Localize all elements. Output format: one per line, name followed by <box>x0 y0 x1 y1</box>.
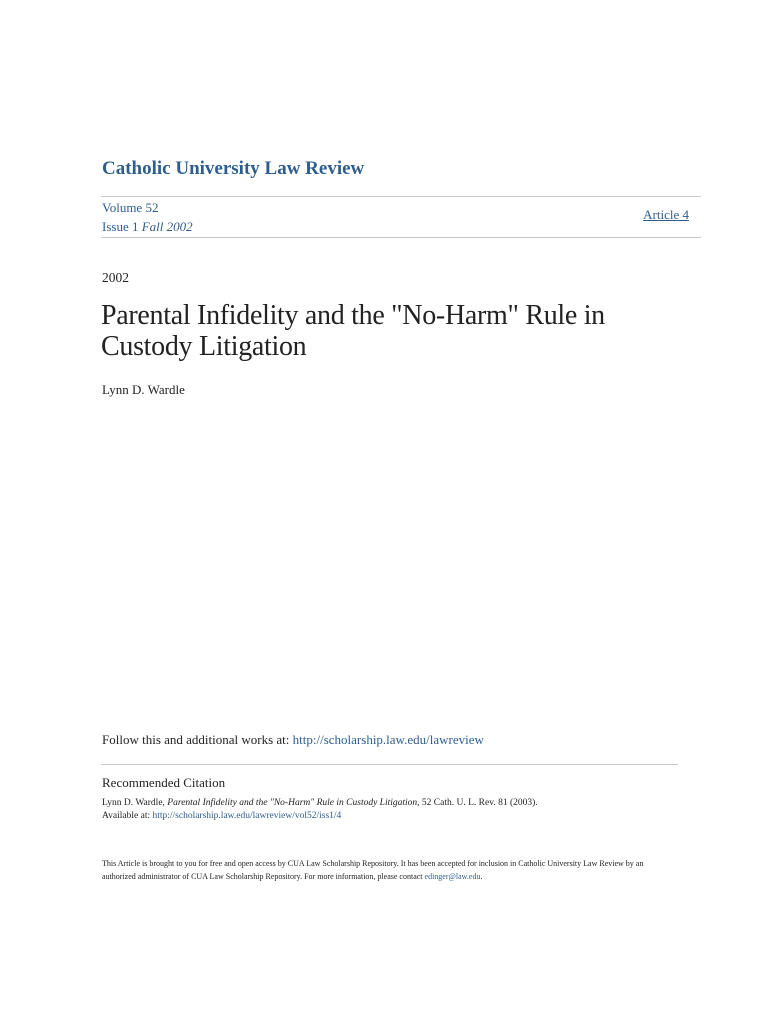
notice-end: . <box>480 872 483 881</box>
recommended-citation-heading: Recommended Citation <box>102 775 226 790</box>
citation-author: Lynn D. Wardle, <box>102 798 168 808</box>
notice-text: This Article is brought to you for free and open access by CUA Law Scholarship Repository. It has been accepted for inclusion in Catholic University Law Review by an authorized administrator of CUA Law Scholarship Repository. For more information, please contact <box>102 859 644 881</box>
citation-title: Parental Infidelity and the "No-Harm" Rule in Custody Litigation, <box>167 798 420 808</box>
follow-line <box>102 732 484 748</box>
issue-number: Issue 1 <box>102 219 139 234</box>
divider-header-bottom <box>101 237 701 238</box>
citation-text <box>102 797 702 823</box>
access-notice <box>102 857 672 883</box>
volume-issue-block <box>102 198 193 236</box>
divider-top <box>101 196 701 197</box>
article-url-link[interactable]: http://scholarship.law.edu/lawreview/vol52/iss1/4 <box>152 811 342 821</box>
volume-link[interactable]: Volume 52 <box>102 200 159 215</box>
lawreview-link[interactable]: http://scholarship.law.edu/lawreview <box>292 732 484 747</box>
author-name: Lynn D. Wardle <box>102 382 185 397</box>
article-title: Parental Infidelity and the "No-Harm" Rule in Custody Litigation <box>101 300 605 362</box>
divider-citation <box>101 764 678 765</box>
citation-source: 52 Cath. U. L. Rev. 81 (2003). <box>419 798 538 808</box>
follow-prefix: Follow this and additional works at: <box>102 732 293 747</box>
journal-title[interactable]: Catholic University Law Review <box>102 158 365 179</box>
article-number-link[interactable]: Article 4 <box>643 207 689 222</box>
publication-year: 2002 <box>102 270 129 285</box>
issue-season: Fall 2002 <box>141 219 193 234</box>
issue-link[interactable] <box>102 219 193 234</box>
available-prefix: Available at: <box>102 811 153 821</box>
contact-email-link[interactable]: edinger@law.edu <box>424 872 481 881</box>
